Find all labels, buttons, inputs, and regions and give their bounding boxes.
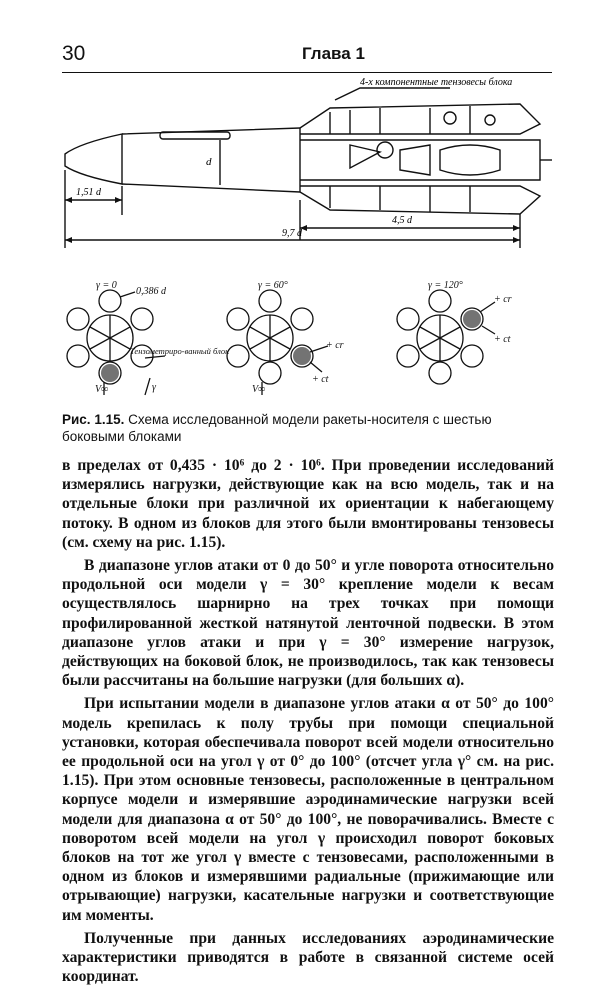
page-number: 30 — [62, 42, 86, 65]
nose-length-label: 1,51 d — [76, 187, 101, 198]
cross-sections — [0, 270, 600, 410]
gamma0-label: γ = 0 — [96, 280, 117, 291]
caption-text: Схема исследованной модели ракеты-носителя с шестью боковыми блоками — [62, 412, 492, 444]
diameter-label: d — [206, 156, 212, 168]
ct-label-1: + ct — [312, 374, 329, 385]
cr-label-1: + cr — [326, 340, 344, 351]
page-header — [62, 38, 552, 68]
body-text — [62, 456, 554, 986]
paragraph: в пределах от 0,435 · 10⁶ до 2 · 10⁶. При проведении исследований измерялись нагрузки, действующие как на всю модель, так и на отдельные блоки при различной их ориентации к набегающему потоку. В одном из блоков для этого были вмонтированы тензовесы (см. схему на рис. 1.15). — [62, 457, 554, 551]
vinf-label-2: V∞ — [252, 384, 266, 395]
gauge-block-label: Тензометриро-ванный блок — [130, 346, 230, 356]
vinf-label-1: V∞ — [95, 384, 109, 395]
section-gamma-120 — [397, 290, 495, 384]
gamma120-label: γ = 120° — [428, 280, 463, 291]
chapter-title: Глава 1 — [302, 44, 365, 63]
gamma-symbol: γ — [152, 382, 156, 393]
paragraph: При испытании модели в диапазоне углов атаки α от 50° до 100° модель крепилась к полу трубы при помощи специальной установки, которая обеспечивала поворот всей модели относительно ее продольной оси на угол γ от 0° до 100° (отсчет угла γ° см. на рис. 1.15). При этом основные тензовесы, расположенные в центральном корпусе модели и измерявшие аэродинамические нагрузки всей модели для диапазона α от 50° до 100°, не поворачивались. Вместе с поворотом всей модели на угол γ происходил поворот боковых блоков на тот же угол γ вместе с тензовесами, расположенными в одном из блоков и измерявшими радиальные (прижимающие или отрывающие) нагрузки, касательные нагрузки и соответствующие им моменты. — [62, 695, 554, 924]
total-length-label: 9,7 d — [282, 228, 302, 239]
paragraph: Полученные при данных исследованиях аэродинамические характеристики приводятся в работе в связанной системе осей координат. — [62, 929, 554, 986]
gamma60-label: γ = 60° — [258, 280, 288, 291]
cr-label-2: + cr — [494, 294, 512, 305]
gauges-label: 4-х компонентные тензовесы блока — [360, 77, 513, 88]
block-length-label: 4,5 d — [392, 215, 412, 226]
ct-label-2: + ct — [494, 334, 511, 345]
paragraph: В диапазоне углов атаки от 0 до 50° и угле поворота относительно продольной оси модели γ = 30° крепление модели к весам осуществлялось шарнирно на трех точках при помощи профилированной жесткой натянутой ленточной подвески. В этом диапазоне углов атаки и при γ = 30° измерение нагрузок, действующих на боковой блок, не производилось, так как тензовесы были рассчитаны на большие нагрузки (для больших α). — [62, 557, 554, 690]
block-diameter-label: 0,386 d — [136, 286, 166, 297]
figure-caption — [62, 411, 554, 445]
caption-number: Рис. 1.15. — [62, 412, 125, 427]
